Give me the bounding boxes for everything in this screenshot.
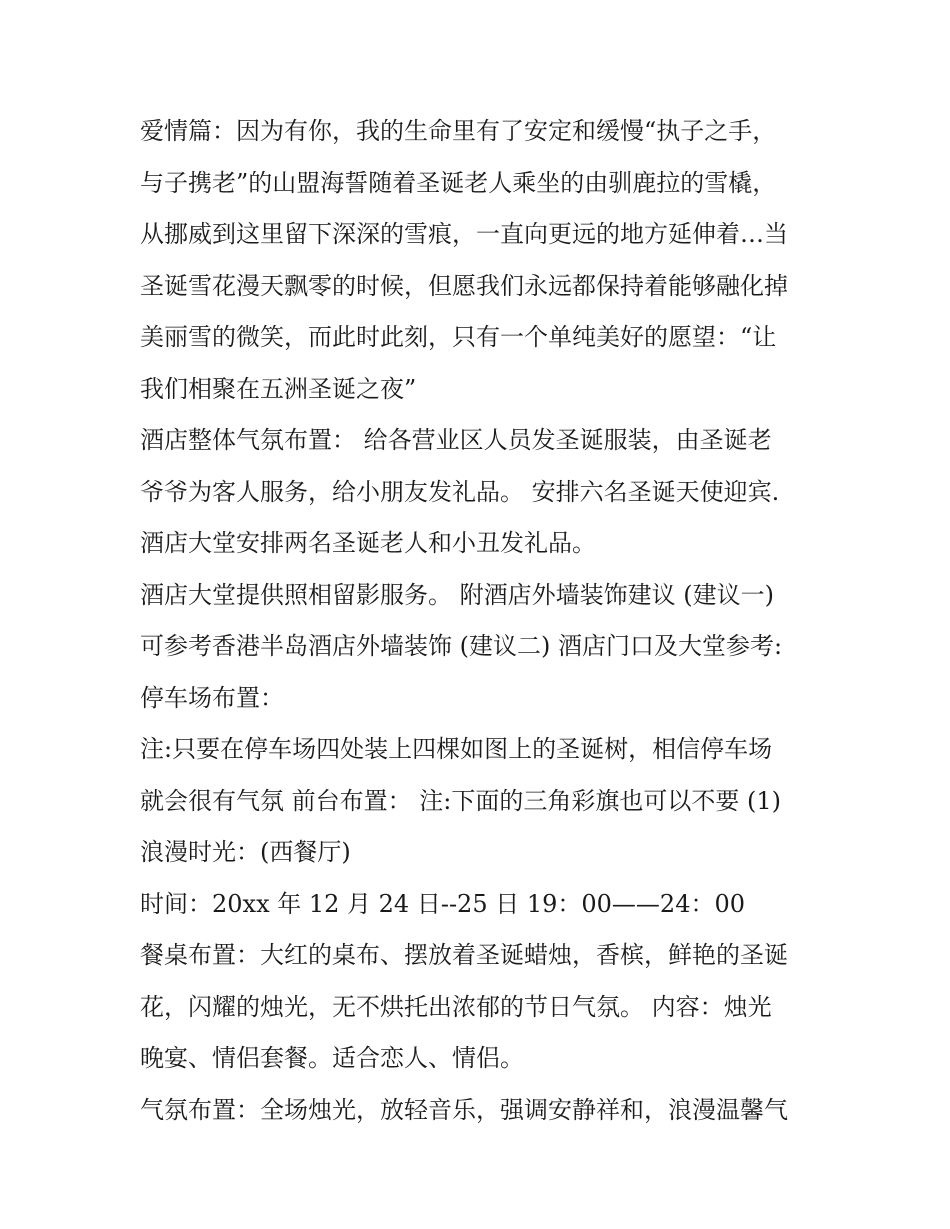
text-line: 餐桌布置：大红的桌布、摆放着圣诞蜡烛，香槟，鲜艳的圣诞 xyxy=(140,941,788,969)
text-line: 美丽雪的微笑，而此时此刻，只有一个单纯美好的愿望：“让 xyxy=(140,323,777,351)
text-line: 注:只要在停车场四处装上四棵如图上的圣诞树，相信停车场 xyxy=(140,735,773,763)
text-line: 浪漫时光：(西餐厅) xyxy=(140,838,351,866)
text-line: 停车场布置： xyxy=(140,683,284,712)
text-line: 花，闪耀的烛光，无不烘托出浓郁的节日气氛。 内容：烛光 xyxy=(140,992,772,1021)
text-line: 就会很有气氛 前台布置： 注:下面的三角彩旗也可以不要 (1) xyxy=(140,786,781,815)
text-line: 可参考香港半岛酒店外墙装饰 (建议二) 酒店门口及大堂参考: xyxy=(140,632,783,660)
text-line: 酒店整体气氛布置： 给各营业区人员发圣诞服装，由圣诞老 xyxy=(140,426,772,454)
text-line: 爱情篇：因为有你，我的生命里有了安定和缓慢“执子之手， xyxy=(140,117,777,145)
text-line: 我们相聚在五洲圣诞之夜” xyxy=(140,374,417,403)
text-line: 酒店大堂提供照相留影服务。 附酒店外墙装饰建议 (建议一) xyxy=(140,580,774,609)
text-line: 圣诞雪花漫天飘零的时候，但愿我们永远都保持着能够融化掉 xyxy=(140,271,788,300)
text-line: 酒店大堂安排两名圣诞老人和小丑发礼品。 xyxy=(140,529,596,557)
text-line: 与子携老”的山盟海誓随着圣诞老人乘坐的由驯鹿拉的雪橇， xyxy=(140,168,777,197)
document-body xyxy=(140,106,830,1136)
text-line: 气氛布置：全场烛光，放轻音乐，强调安静祥和，浪漫温馨气 xyxy=(140,1095,788,1124)
text-line: 时间：20xx 年 12 月 24 日--25 日 19：00——24：00 xyxy=(140,889,746,918)
text-line: 晚宴、情侣套餐。适合恋人、情侣。 xyxy=(140,1044,524,1072)
text-line: 从挪威到这里留下深深的雪痕，一直向更远的地方延伸着…当 xyxy=(140,220,788,248)
text-line: 爷爷为客人服务，给小朋友发礼品。 安排六名圣诞天使迎宾. xyxy=(140,477,780,506)
